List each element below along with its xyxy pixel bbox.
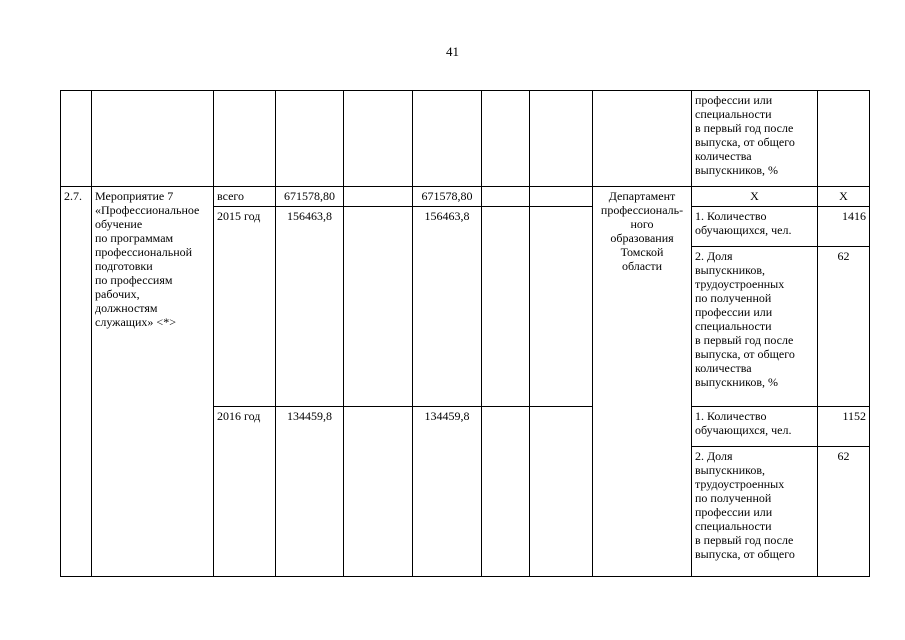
cell-empty bbox=[61, 91, 92, 187]
indicator-value: 62 bbox=[818, 447, 870, 577]
amount-total: 134459,8 bbox=[276, 407, 344, 577]
page-number: 41 bbox=[446, 44, 459, 59]
indicator-value: 62 bbox=[818, 247, 870, 407]
cell-empty bbox=[482, 91, 530, 187]
executor: Департамент профессиональ- ного образования Томской области bbox=[593, 187, 692, 577]
cell-empty bbox=[276, 91, 344, 187]
cell-empty bbox=[593, 91, 692, 187]
total-row bbox=[61, 187, 870, 207]
continuation-row bbox=[61, 91, 870, 187]
indicator-name: X bbox=[692, 187, 818, 207]
indicator-name: 2. Доля выпускников, трудоустроенных по полученной профессии или специальности в первый год после выпуска, от общего bbox=[692, 447, 818, 577]
indicator-value: 1416 bbox=[818, 207, 870, 247]
cell-empty bbox=[482, 207, 530, 407]
section-title: Мероприятие 7 «Профессиональное обучение по программам профессиональной подготовки по профессиям рабочих, должностям служащих» <*> bbox=[92, 187, 214, 577]
cell-empty bbox=[482, 187, 530, 207]
cell-empty bbox=[344, 91, 413, 187]
indicator-value: X bbox=[818, 187, 870, 207]
cell-empty bbox=[530, 91, 593, 187]
program-table bbox=[60, 90, 870, 577]
amount-regional: 156463,8 bbox=[413, 207, 482, 407]
cell-empty bbox=[344, 207, 413, 407]
cell-empty bbox=[214, 91, 276, 187]
cell-empty bbox=[344, 187, 413, 207]
indicator-name: 1. Количество обучающихся, чел. bbox=[692, 407, 818, 447]
section-number: 2.7. bbox=[61, 187, 92, 577]
period-cell: 2015 год bbox=[214, 207, 276, 407]
cell-empty bbox=[530, 407, 593, 577]
amount-regional: 134459,8 bbox=[413, 407, 482, 577]
amount-regional: 671578,80 bbox=[413, 187, 482, 207]
cell-empty bbox=[344, 407, 413, 577]
cell-empty bbox=[92, 91, 214, 187]
amount-total: 671578,80 bbox=[276, 187, 344, 207]
indicator-name: 1. Количество обучающихся, чел. bbox=[692, 207, 818, 247]
period-cell: 2016 год bbox=[214, 407, 276, 577]
indicator-value: 1152 bbox=[818, 407, 870, 447]
amount-total: 156463,8 bbox=[276, 207, 344, 407]
cell-empty bbox=[530, 187, 593, 207]
cell-empty bbox=[413, 91, 482, 187]
continuation-indicator: профессии или специальности в первый год после выпуска, от общего количества выпускников, % bbox=[692, 91, 818, 187]
period-cell: всего bbox=[214, 187, 276, 207]
cell-empty bbox=[530, 207, 593, 407]
cell-empty bbox=[818, 91, 870, 187]
indicator-name: 2. Доля выпускников, трудоустроенных по полученной профессии или специальности в первый год после выпуска, от общего количества выпускников, % bbox=[692, 247, 818, 407]
cell-empty bbox=[482, 407, 530, 577]
